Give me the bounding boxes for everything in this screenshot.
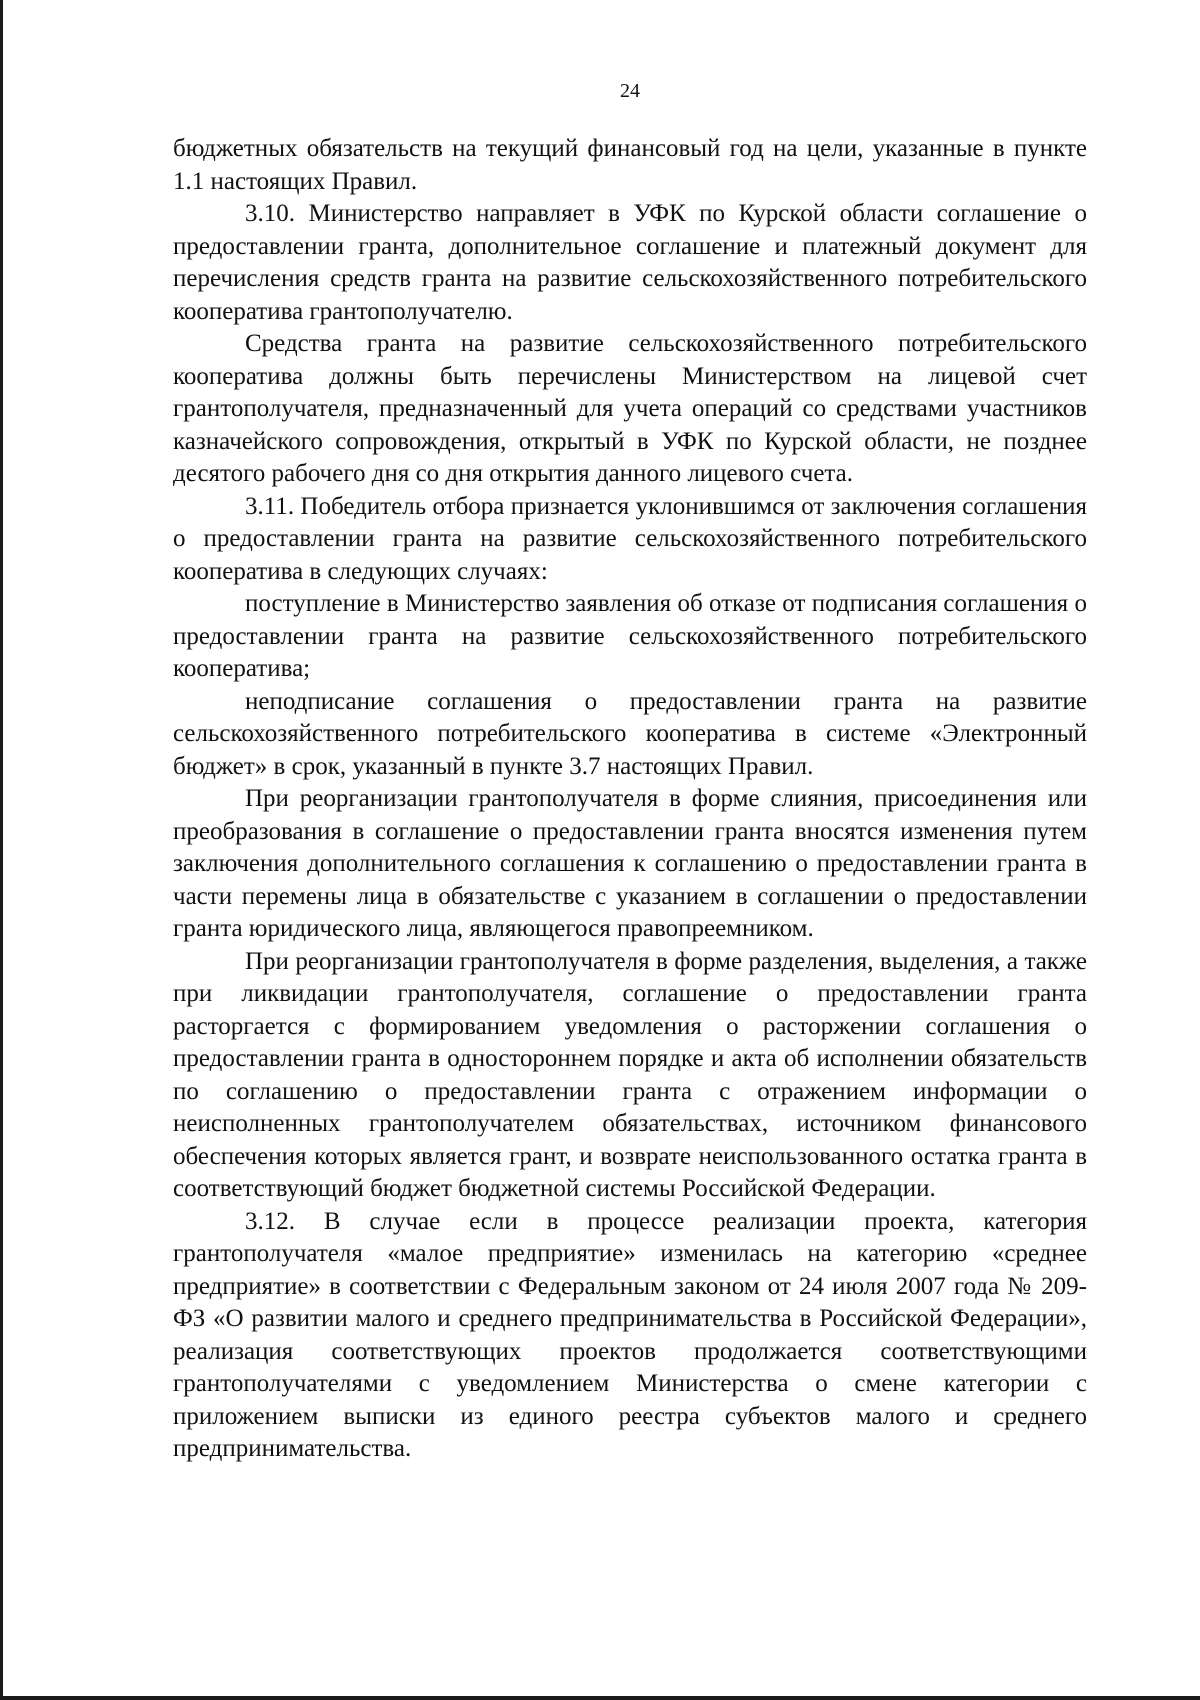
document-body (173, 133, 1087, 1466)
scan-edge-bottom (0, 1696, 1200, 1700)
paragraph-3-11: 3.11. Победитель отбора признается уклонившимся от заключения соглашения о предоставлении гранта на развитие сельскохозяйственного потребительского кооператива в следующих случаях: (173, 492, 1087, 585)
scan-edge-left (0, 0, 3, 1700)
paragraph-continuation: бюджетных обязательств на текущий финансовый год на цели, указанные в пункте 1.1 настоящих Правил. (173, 135, 1087, 195)
paragraph-grant-funds: Средства гранта на развитие сельскохозяйственного потребительского кооператива должны быть перечислены Министерством на лицевой счет грантополучателя, предназначенный для учета операций со средствами участников казначейского сопровождения, открытый в УФК по Курской области, не позднее десятого рабочего дня со дня открытия данного лицевого счета. (173, 330, 1087, 487)
paragraph-reorganization-merger: При реорганизации грантополучателя в форме слияния, присоединения или преобразования в соглашение о предоставлении гранта вносятся изменения путем заключения дополнительного соглашения к соглашению о предоставлении гранта в части перемены лица в обязательстве с указанием в соглашении о предоставлении гранта юридического лица, являющегося правопреемником. (173, 785, 1087, 942)
page-number: 24 (620, 80, 640, 102)
paragraph-non-signing-case: неподписание соглашения о предоставлении гранта на развитие сельскохозяйственного потребительского кооператива в системе «Электронный бюджет» в срок, указанный в пункте 3.7 настоящих Правил. (173, 687, 1087, 780)
paragraph-reorganization-division: При реорганизации грантополучателя в форме разделения, выделения, а также при ликвидации грантополучателя, соглашение о предоставлении гранта расторгается с формированием уведомления о расторжении соглашения о предоставлении гранта в одностороннем порядке и акта об исполнении обязательств по соглашению о предоставлении гранта с отражением информации о неисполненных грантополучателем обязательствах, источником финансового обеспечения которых является грант, и возврате неиспользованного остатка гранта в соответствующий бюджет бюджетной системы Российской Федерации. (173, 947, 1087, 1202)
paragraph-3-12: 3.12. В случае если в процессе реализации проекта, категория грантополучателя «малое предприятие» изменилась на категорию «среднее предприятие» в соответствии с Федеральным законом от 24 июля 2007 года № 209-ФЗ «О развитии малого и среднего предпринимательства в Российской Федерации», реализация соответствующих проектов продолжается соответствующими грантополучателями с уведомлением Министерства о смене категории с приложением выписки из единого реестра субъектов малого и среднего предпринимательства. (173, 1207, 1087, 1462)
paragraph-refusal-case: поступление в Министерство заявления об отказе от подписания соглашения о предоставлении гранта на развитие сельскохозяйственного потребительского кооператива; (173, 590, 1087, 682)
paragraph-3-10: 3.10. Министерство направляет в УФК по Курской области соглашение о предоставлении гранта, дополнительное соглашение и платежный документ для перечисления средств гранта на развитие сельскохозяйственного потребительского кооператива грантополучателю. (173, 200, 1087, 325)
